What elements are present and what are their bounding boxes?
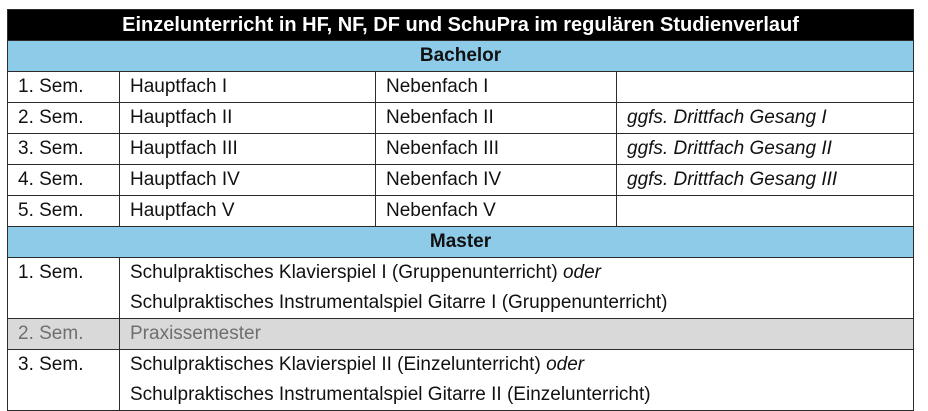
hauptfach-cell: Hauptfach I [120, 72, 376, 103]
conjunction-text: oder [562, 262, 601, 283]
conjunction-text: oder [546, 354, 585, 375]
nebenfach-cell: Nebenfach IV [376, 165, 617, 196]
hauptfach-cell: Hauptfach V [120, 196, 376, 227]
study-plan-table [7, 9, 914, 411]
semester-cell: 3. Sem. [8, 350, 120, 411]
nebenfach-cell: Nebenfach I [376, 72, 617, 103]
master-section-row [8, 227, 914, 258]
bachelor-section-row [8, 41, 914, 72]
table-row [8, 103, 914, 134]
table-title: Einzelunterricht in HF, NF, DF und SchuPra im regulären Studienverlauf [8, 10, 914, 41]
master-heading: Master [8, 227, 914, 258]
course-line: Schulpraktisches Instrumentalspiel Gitarre I (Gruppenunterricht) [130, 292, 668, 313]
course-line-text: Schulpraktisches Klavierspiel II (Einzelunterricht) [130, 354, 541, 375]
hauptfach-cell: Hauptfach III [120, 134, 376, 165]
course-line [130, 350, 903, 380]
table-row [8, 72, 914, 103]
semester-cell: 4. Sem. [8, 165, 120, 196]
hauptfach-cell: Hauptfach IV [120, 165, 376, 196]
bachelor-heading: Bachelor [8, 41, 914, 72]
course-cell: Praxissemester [120, 319, 914, 350]
course-cell [120, 350, 914, 411]
nebenfach-cell: Nebenfach V [376, 196, 617, 227]
course-line [130, 258, 903, 288]
course-cell [120, 258, 914, 319]
table-row [8, 134, 914, 165]
drittfach-cell: ggfs. Drittfach Gesang I [617, 103, 914, 134]
semester-cell: 3. Sem. [8, 134, 120, 165]
nebenfach-cell: Nebenfach II [376, 103, 617, 134]
table-row [8, 258, 914, 319]
semester-cell: 1. Sem. [8, 258, 120, 319]
table-row [8, 196, 914, 227]
drittfach-cell [617, 72, 914, 103]
table-row [8, 350, 914, 411]
table-title-row [8, 10, 914, 41]
course-line-text: Schulpraktisches Klavierspiel I (Gruppenunterricht) [130, 262, 558, 283]
semester-cell: 5. Sem. [8, 196, 120, 227]
hauptfach-cell: Hauptfach II [120, 103, 376, 134]
semester-cell: 2. Sem. [8, 319, 120, 350]
study-plan-table-container [7, 9, 913, 411]
drittfach-cell: ggfs. Drittfach Gesang II [617, 134, 914, 165]
table-row [8, 319, 914, 350]
drittfach-cell: ggfs. Drittfach Gesang III [617, 165, 914, 196]
table-row [8, 165, 914, 196]
semester-cell: 1. Sem. [8, 72, 120, 103]
nebenfach-cell: Nebenfach III [376, 134, 617, 165]
semester-cell: 2. Sem. [8, 103, 120, 134]
drittfach-cell [617, 196, 914, 227]
course-line: Schulpraktisches Instrumentalspiel Gitarre II (Einzelunterricht) [130, 384, 651, 405]
